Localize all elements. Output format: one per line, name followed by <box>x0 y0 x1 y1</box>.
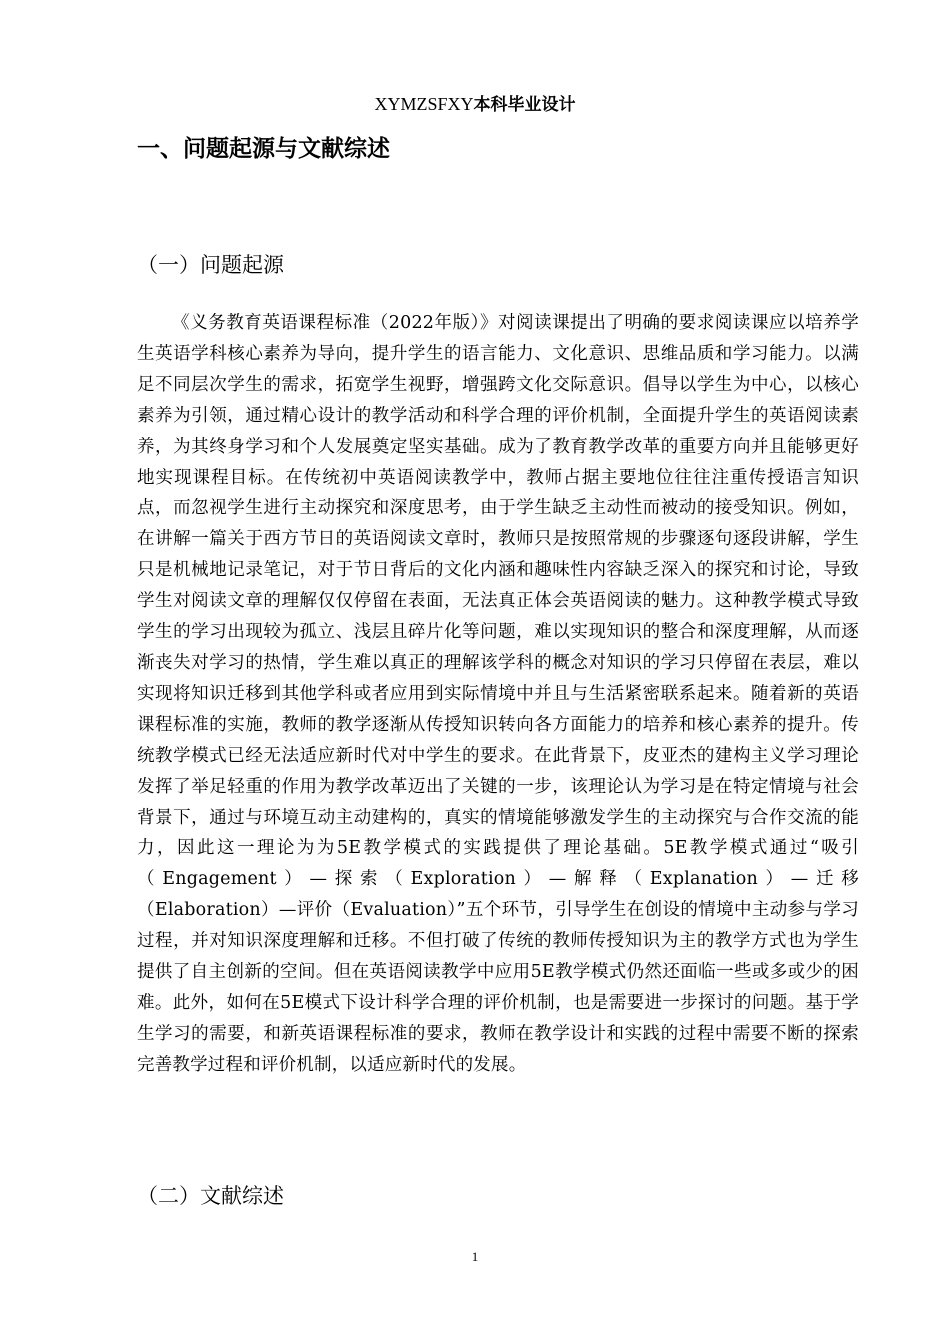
page-number: 1 <box>471 1249 479 1264</box>
section-title-literature-review: （二）文献综述 <box>137 1184 284 1208</box>
section-title-origin: （一）问题起源 <box>137 253 284 277</box>
header-title: 本科毕业设计 <box>473 95 576 115</box>
section-body-paragraph: 《义务教育英语课程标准（2022年版）》对阅读课提出了明确的要求阅读课应以培养学生英语学科核心素养为导向，提升学生的语言能力、文化意识、思维品质和学习能力。以满足不同层次学生的需求，拓宽学生视野，增强跨文化交际意识。倡导以学生为中心，以核心素养为引领，通过精心设计的教学活动和科学合理的评价机制，全面提升学生的英语阅读素养，为其终身学习和个人发展奠定坚实基础。成为了教育教学改革的重要方向并且能够更好地实现课程目标。在传统初中英语阅读教学中，教师占据主要地位往往注重传授语言知识点，而忽视学生进行主动探究和深度思考，由于学生缺乏主动性而被动的接受知识。例如，在讲解一篇关于西方节日的英语阅读文章时，教师只是按照常规的步骤逐句逐段讲解，学生只是机械地记录笔记，对于节日背后的文化内涵和趣味性内容缺乏深入的探究和讨论，导致学生对阅读文章的理解仅仅停留在表面，无法真正体会英语阅读的魅力。这种教学模式导致学生的学习出现较为孤立、浅层且碎片化等问题，难以实现知识的整合和深度理解，从而逐渐丧失对学习的热情，学生难以真正的理解该学科的概念对知识的学习只停留在表层，难以实现将知识迁移到其他学科或者应用到实际情境中并且与生活紧密联系起来。随着新的英语课程标准的实施，教师的教学逐渐从传授知识转向各方面能力的培养和核心素养的提升。传统教学模式已经无法适应新时代对中学生的要求。在此背景下，皮亚杰的建构主义学习理论发挥了举足轻重的作用为教学改革迈出了关键的一步，该理论认为学习是在特定情境与社会背景下，通过与环境互动主动建构的，真实的情境能够激发学生的主动探究与合作交流的能力，因此这一理论为为5E教学模式的实践提供了理论基础。5E教学模式通过“吸引（Engagement）—探索（Exploration）—解释（Explanation）—迁移（Elaboration）—评价（Evaluation）”五个环节，引导学生在创设的情境中主动参与学习过程，并对知识深度理解和迁移。不但打破了传统的教师传授知识为主的教学方式也为学生提供了自主创新的空间。但在英语阅读教学中应用5E教学模式仍然还面临一些或多或少的困难。此外，如何在5E模式下设计科学合理的评价机制，也是需要进一步探讨的问题。基于学生学习的需要，和新英语课程标准的要求，教师在教学设计和实践的过程中需要不断的探索完善教学过程和评价机制，以适应新时代的发展。 <box>137 313 859 1075</box>
chapter-title: 一、问题起源与文献综述 <box>137 136 390 162</box>
header-code: XYMZSFXY <box>374 94 474 114</box>
page-header <box>0 92 950 117</box>
